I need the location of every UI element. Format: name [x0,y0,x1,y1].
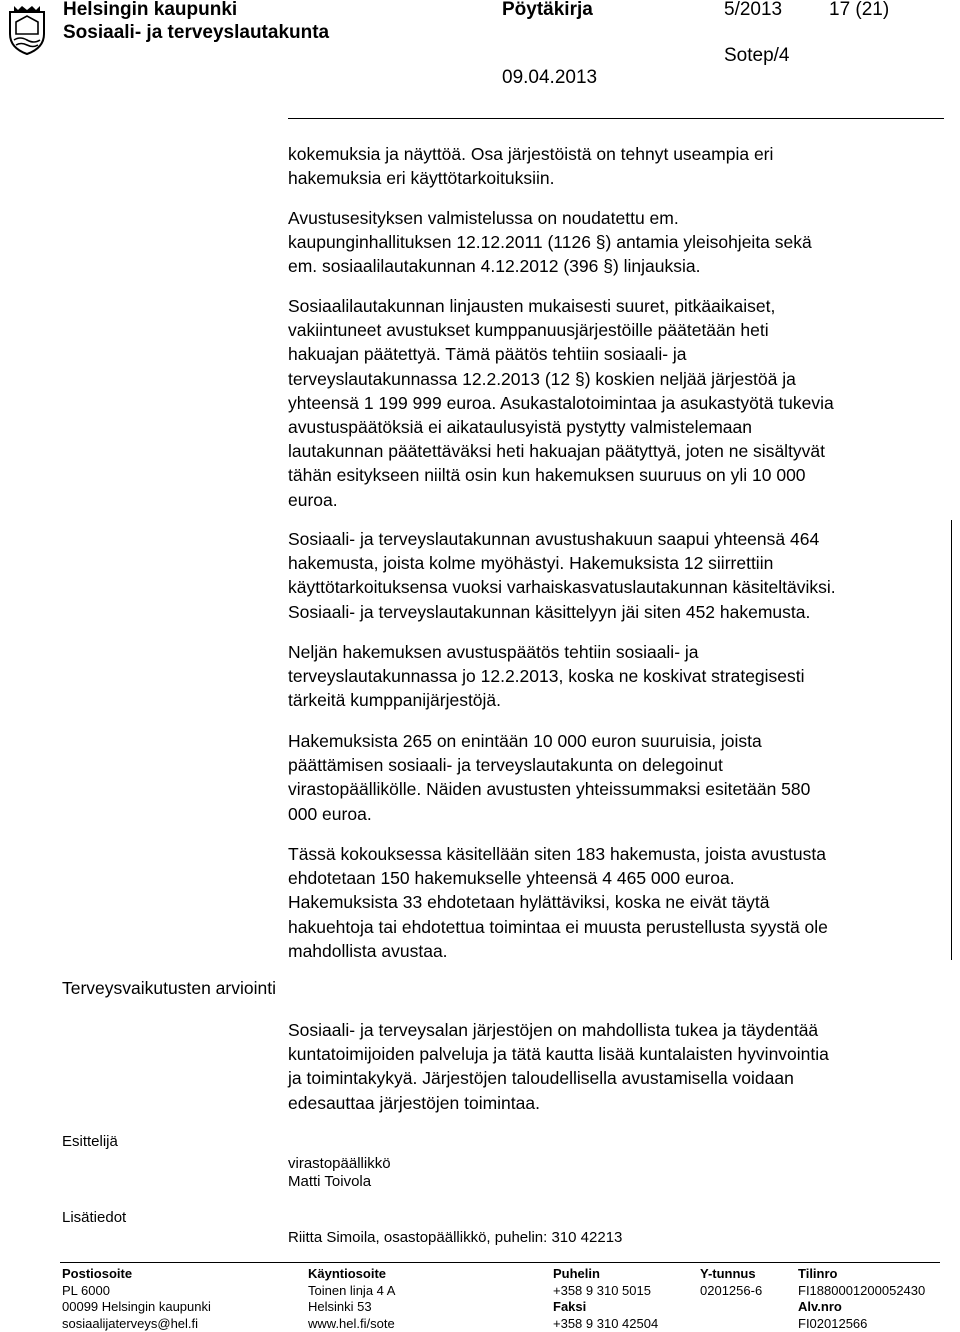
footer-business-id: Y-tunnus 0201256-6 [700,1266,763,1298]
header-divider [288,118,944,119]
presenter-title: virastopäällikkö [288,1155,391,1172]
footer-postal-address: Postiosoite PL 6000 00099 Helsingin kaupunki sosiaalijaterveys@hel.fi [62,1266,211,1331]
helsinki-crest-logo [6,4,48,56]
document-number: 5/2013 [724,0,783,20]
org-name: Helsingin kaupunki [63,0,238,20]
body-paragraph-5: Neljän hakemuksen avustuspäätös tehtiin sosiaali- ja terveyslautakunnassa jo 12.2.2013, koska ne koskivat strategisesti tärkeitä kumppanijärjestöjä. [288,642,805,711]
presenter-name: Matti Toivola [288,1173,372,1190]
body-paragraph-2: Avustusesityksen valmistelussa on noudatettu em. kaupunginhallituksen 12.12.2011 (1126 §) antamia yleisohjeita sekä em. sosiaalilautakunnan 4.12.2012 (396 §) linjauksia. [288,208,812,277]
more-info-label: Lisätiedot [62,1209,127,1226]
document-type: Pöytäkirja [502,0,593,20]
change-bar [951,520,952,960]
more-info-text: Riitta Simoila, osastopäällikkö, puhelin: 310 42213 [288,1229,623,1246]
board-name: Sosiaali- ja terveyslautakunta [63,22,330,43]
footer-divider [60,1262,940,1263]
section-code: Sotep/4 [724,45,790,66]
body-paragraph-6: Hakemuksista 265 on enintään 10 000 euron suuruisia, joista päättämisen sosiaali- ja terveyslautakunta on delegoinut virastopäällikölle. Näiden avustusten yhteissummaksi esitetään 580 000 euroa. [288,731,811,824]
body-paragraph-1: kokemuksia ja näyttöä. Osa järjestöistä on tehnyt useampia eri hakemuksia eri käyttötarkoituksiin. [288,144,774,189]
body-paragraph-4: Sosiaali- ja terveyslautakunnan avustushakuun saapui yhteensä 464 hakemusta, joista kolme myöhästyi. Hakemuksista 12 siirrettiin käyttötarkoituksensa vuoksi varhaiskasvatuslautakunnan käsiteltäviksi. Sosiaali- ja terveyslautakunnan käsittelyyn jäi siten 452 hakemusta. [288,529,836,622]
page-number: 17 (21) [829,0,890,20]
footer-visiting-address: Käyntiosoite Toinen linja 4 A Helsinki 53 www.hel.fi/sote [308,1266,396,1331]
health-impact-text: Sosiaali- ja terveysalan järjestöjen on mahdollista tukea ja täydentää kuntatoimijoiden palveluja ja tätä kautta lisää kuntalaisten hyvinvointia ja toimintakykyä. Järjestöjen taloudellisella avustamisella voidaan edesauttaa järjestöjen toimintaa. [288,1020,829,1113]
body-paragraph-3: Sosiaalilautakunnan linjausten mukaisesti suuret, pitkäaikaiset, vakiintuneet avustukset kumppanuusjärjestöille päätetään heti hakuajan päätettyä. Tämä päätös tehtiin sosiaali- ja terveyslautakunnassa 12.2.2013 (12 §) koskien neljää järjestöä ja yhteensä 1 199 999 euroa. Asukastalotoimintaa ja asukastyötä tukevia avustuspäätöksiä ei aikataulusyistä pystytty valmistelemaan lautakunnan päätettäväksi heti hakuajan päätyttyä, joten ne sisältyvät tähän esitykseen niiltä osin kun hakemuksen suuruus on yli 10 000 euroa. [288,296,834,510]
footer-bank-vat: Tilinro FI1880001200052430 Alv.nro FI02012566 [798,1266,926,1331]
footer-phone-fax: Puhelin +358 9 310 5015 Faksi +358 9 310 42504 [553,1266,659,1331]
meeting-date: 09.04.2013 [502,67,598,88]
health-impact-label: Terveysvaikutusten arviointi [62,978,276,998]
presenter-label: Esittelijä [62,1133,118,1150]
body-paragraph-7: Tässä kokouksessa käsitellään siten 183 hakemusta, joista avustusta ehdotetaan 150 hakemukselle yhteensä 4 465 000 euroa. Hakemuksista 33 ehdotetaan hylättäviksi, koska ne eivät täytä hakuehtoja tai ehdotettua toimintaa ei muusta perustellusta syystä ole mahdollista avustaa. [288,844,828,961]
